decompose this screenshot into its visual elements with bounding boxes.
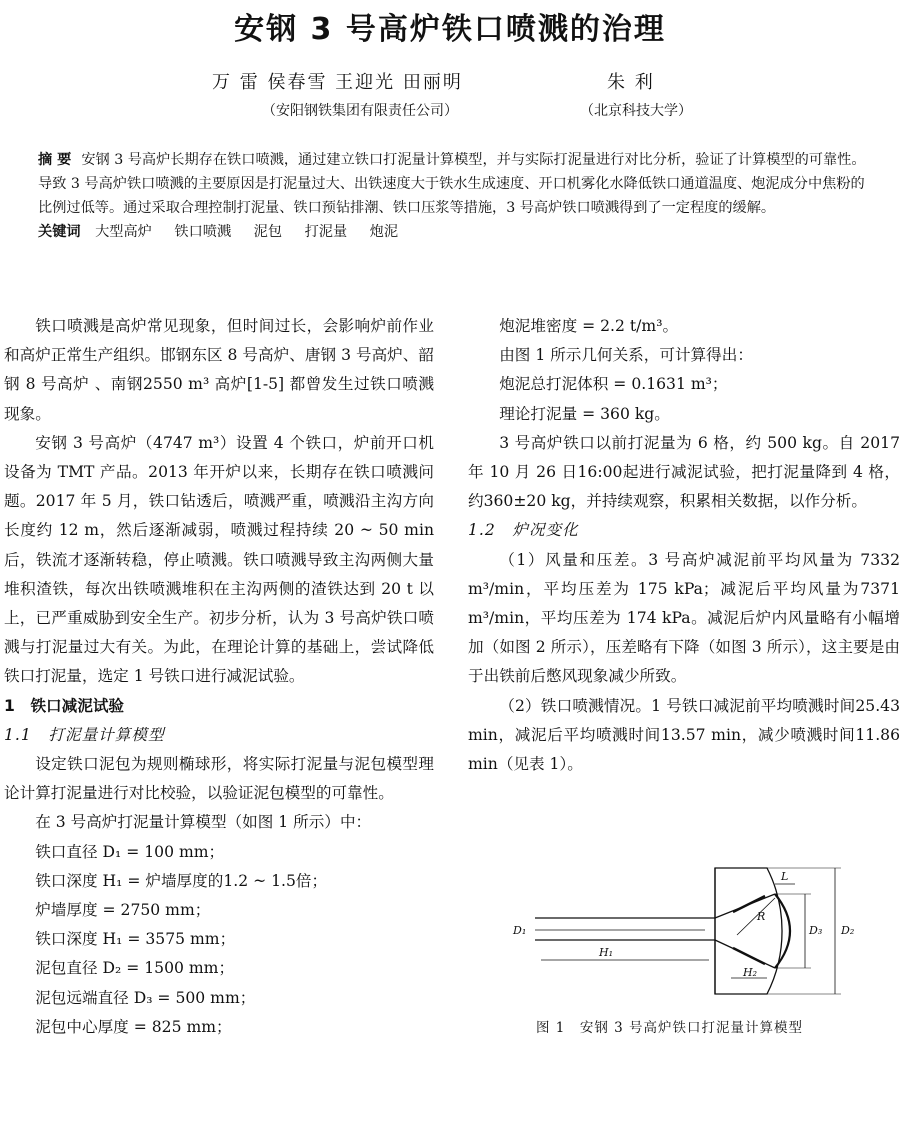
keyword: 炮泥 (369, 224, 399, 240)
keyword: 打泥量 (304, 224, 348, 240)
list-item: 泥包远端直径 D₃ = 500 mm； (35, 988, 256, 1007)
list-item: 炮泥总打泥体积 = 0.1631 m³； (499, 375, 728, 394)
subsection-heading: 1.1 打泥量计算模型 (4, 725, 165, 744)
list-item: 理论打泥量 = 360 kg。 (499, 404, 670, 423)
paragraph: （1）风量和压差。3 号高炉减泥前平均风量为 7332 m³/min，平均压差为 175 kPa；减泥后平均风量为7371 m³/min，平均压差为 174 kPa。减泥后炉内风量略有小幅增加（如图 2 所示），压差略有下降（如图 3 所示），这主要是由于出铁前后憋风现象减少所致。 (468, 550, 900, 686)
section-heading: 1 铁口减泥试验 (4, 696, 125, 715)
authors-ustb: 朱 利 (607, 72, 655, 93)
affiliation-aisteel: （安阳钢铁集团有限责任公司） (262, 103, 458, 119)
affiliation-ustb: （北京科技大学） (580, 103, 692, 119)
label-R: R (757, 910, 766, 923)
authors-aisteel: 万 雷 侯春雪 王迎光 田丽明 (212, 72, 463, 93)
figure-caption: 图 1 安钢 3 号高炉铁口打泥量计算模型 (536, 1020, 804, 1036)
list-item: 泥包中心厚度 = 825 mm； (35, 1017, 232, 1036)
list-item: 炮泥堆密度 = 2.2 t/m³。 (499, 317, 679, 335)
subsection-heading: 1.2 炉况变化 (468, 521, 579, 540)
label-H2: H₂ (743, 966, 758, 979)
abstract-text: 安钢 3 号高炉长期存在铁口喷溅，通过建立铁口打泥量计算模型，并与实际打泥量进行对比分析，验证了计算模型的可靠性。导致 3 号高炉铁口喷溅的主要原因是打泥量过大、出铁速度大于铁水生成速度、开口机雾化水降低铁口通道温度、炮泥成分中焦粉的比例过低等。通过采取合理控制打泥量、铁口预钻排潮、铁口压浆等措施，3 号高炉铁口喷溅得到了一定程度的缓解。 (38, 152, 866, 216)
list-item: 由图 1 所示几何关系，可计算得出： (499, 346, 753, 365)
paragraph: 3 号高炉铁口以前打泥量为 6 格，约 500 kg。自 2017 年 10 月 26 日16:00起进行减泥试验，把打泥量降到 4 格，约360±20 kg，并持续观察，积累相关数据，以作分析。 (468, 433, 900, 511)
list-item: 炉墙厚度 = 2750 mm； (35, 901, 211, 920)
keywords (38, 220, 870, 244)
taphole-model-figure (505, 860, 885, 1010)
paragraph: 设定铁口泥包为规则椭球形，将实际打泥量与泥包模型理论计算打泥量进行对比校验，以验证泥包模型的可靠性。 (4, 755, 434, 803)
keyword: 大型高炉 (95, 224, 152, 240)
right-column (468, 312, 900, 779)
paragraph: 铁口喷溅是高炉常见现象，但时间过长，会影响炉前作业和高炉正常生产组织。邯钢东区 8 号高炉、唐钢 3 号高炉、韶钢 8 号高炉 、南钢2550 m³ 高炉[1-5] 都曾发生过铁口喷溅现象。 (4, 317, 434, 423)
keyword: 铁口喷溅 (174, 224, 232, 240)
label-D1: D₁ (513, 924, 527, 937)
list-item: 铁口直径 D₁ = 100 mm； (35, 842, 225, 861)
list-item: 铁口深度 H₁ = 3575 mm； (35, 930, 236, 949)
paper-title: 安钢 3 号高炉铁口喷溅的治理 (234, 12, 666, 47)
paragraph: （2）铁口喷溅情况。1 号铁口减泥前平均喷溅时间25.43 min，减泥后平均喷溅时间13.57 min，减少喷溅时间11.86 min（见表 1）。 (468, 696, 900, 774)
paragraph: 安钢 3 号高炉（4747 m³）设置 4 个铁口，炉前开口机设备为 TMT 产品。2013 年开炉以来，长期存在铁口喷溅问题。2017 年 5 月，铁口钻透后，喷溅严重，喷溅沿主沟方向长度约 12 m，然后逐渐减弱，喷溅过程持续 20 ~ 50 min 后，铁流才逐渐转稳，停止喷溅。铁口喷溅导致主沟两侧大量堆积渣铁，每次出铁喷溅堆积在主沟两侧的渣铁达到 20 t 以上，已严重威胁到安全生产。初步分析，认为 3 号高炉铁口喷溅与打泥量过大有关。为此，在理论计算的基础上，尝试降低铁口打泥量，选定 1 号铁口进行减泥试验。 (4, 433, 434, 686)
keyword: 泥包 (253, 224, 283, 240)
list-item: 铁口深度 H₁ = 炉墙厚度的1.2 ~ 1.5倍； (35, 871, 328, 890)
label-L: L (781, 870, 789, 883)
abstract-label: 摘 要 (38, 152, 72, 168)
label-D3: D₃ (809, 924, 823, 937)
keywords-label: 关键词 (38, 224, 81, 240)
label-H1: H₁ (599, 946, 614, 959)
list-item: 泥包直径 D₂ = 1500 mm； (35, 959, 235, 978)
abstract (38, 148, 870, 244)
left-column (4, 312, 434, 1042)
list-item: 在 3 号高炉打泥量计算模型（如图 1 所示）中： (35, 813, 372, 832)
label-D2: D₂ (841, 924, 855, 937)
